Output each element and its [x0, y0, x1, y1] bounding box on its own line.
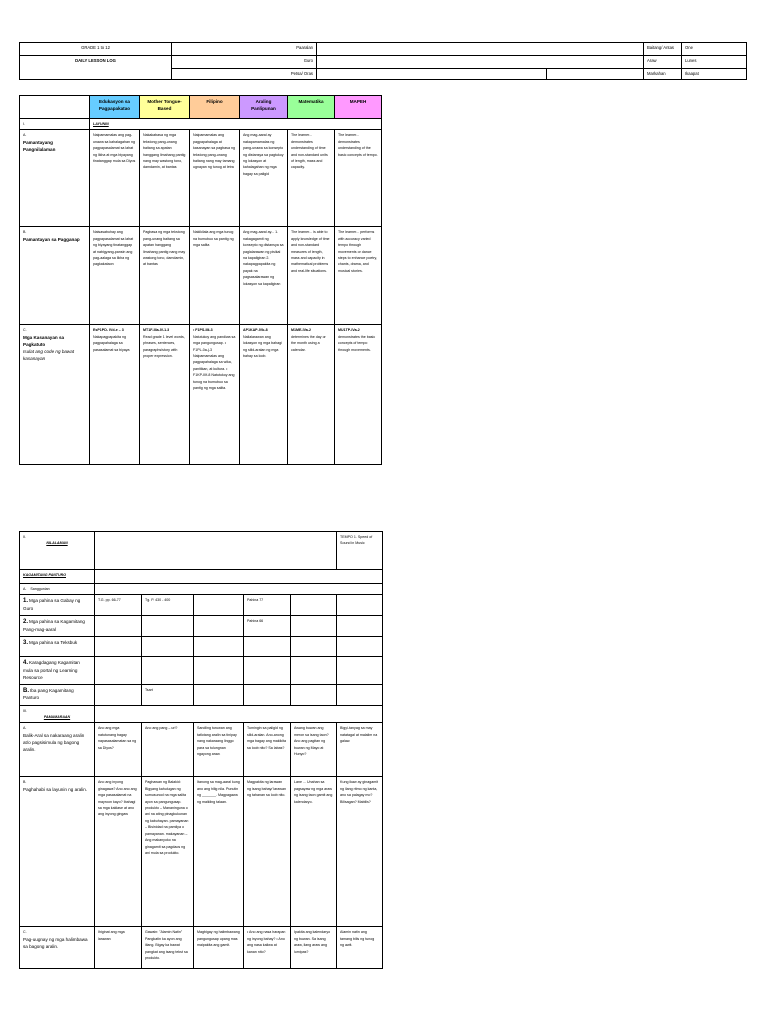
- subject-header-math: Matematika: [288, 96, 335, 119]
- markahan-value: Ikaapat: [682, 69, 747, 80]
- row-c-math-text: determines the day or the month using a calendar.: [291, 334, 326, 352]
- res-row-1-math: [291, 595, 337, 616]
- row-c-mapeh: [335, 325, 382, 465]
- layunin-header: [20, 119, 90, 130]
- iba-pang-ap: [244, 684, 291, 705]
- sanggunian-label: [20, 584, 95, 595]
- nilalaman-mapeh: TEMPO 1. Speed of Sound in Music: [337, 532, 383, 570]
- row-b-title: Pamantayan sa Pagganap: [23, 236, 80, 242]
- p-a-math: Awang buwan ang meron sa isang taon? Ano ang pagitan ng buwan ng Mayo at Hunyo?: [291, 723, 337, 777]
- p-c-mapeh: Alamin natin ang tamang bilis ng tunog ng awit.: [337, 927, 383, 969]
- row-a-fil: Naipamamalas ang pagpapahalaga at kasanayan sa pagbasa ng tekstong pang-unang baitang nang may tamang ugnayan ng tunog at letra: [190, 130, 240, 227]
- row-c-fil-text: Natutukoy ang pandiwa sa mga pangungusap. • F1PL-0a-j-3 Naipamamalas ang pagpapahalaga sa wika, panitikan, at kultura. • F1KP-IIIf-8 Natutukoy ang tunog na bumubuo sa pantig ng mga salita.: [193, 334, 236, 391]
- petsa-label: Petsa/ Oras: [172, 69, 317, 80]
- araw-value: Lunes: [682, 56, 747, 69]
- row-c-mapeh-code: MU1TP-IVa-2: [338, 328, 360, 333]
- subject-header-blank: [20, 96, 90, 119]
- p-b-math: Lane ... Unahan sa pagsayaw ng mga araw ng isang taon gamit ang kalendaryo.: [291, 777, 337, 927]
- grade-label: GRADE 1 to 12: [20, 43, 172, 56]
- row-b-label: [20, 227, 90, 325]
- row-c-math-code: M1ME-IVa-2: [291, 328, 311, 333]
- res-row-1-fil: [194, 595, 244, 616]
- row-c-mtb-text: Read grade 1 level words, phrases, sentences, paragraphs/story with proper expression.: [143, 334, 185, 359]
- row-c-mtb: [140, 325, 190, 465]
- objectives-table: [19, 95, 382, 465]
- header-table: [19, 42, 747, 80]
- row-a-label: [20, 130, 90, 227]
- p-c-esp: Ihiginat ang mga larawan: [95, 927, 142, 969]
- res-row-3-ap: [244, 637, 291, 657]
- p-a-mapeh: Bigyi-tanyag sa may natatagal at malalim na galaw.: [337, 723, 383, 777]
- p-b-label: [20, 777, 95, 927]
- row-c-ap-code: AP1KAP-IVb-8: [243, 328, 268, 333]
- p-c-ap: • Ano ang nasa harapan ng inyong bahay? • Ano ang nasa kaliwa at kanan nito?: [244, 927, 291, 969]
- res-row-4-num: 4.: [23, 660, 29, 667]
- p-a-mtb: Ano ang pang – uri?: [142, 723, 194, 777]
- res-row-4-esp: [95, 657, 142, 684]
- p-c-letter: C.: [23, 930, 27, 935]
- subject-header-ap: Araling Panlipunan: [240, 96, 288, 119]
- iba-pang-mtb: Tsart: [142, 684, 194, 705]
- markahan-label: Markahan: [644, 69, 682, 80]
- row-c-esp-text: Nakapagpapakita ng pagpapahalaga sa pasasalamat sa biyaya: [93, 334, 130, 352]
- araw-label: Araw: [644, 56, 682, 69]
- p-a-ap: Tumingin sa paligid ng silid-aralan. Ano-anong mga bagay ang makikita sa loob nito? Sa labas?: [244, 723, 291, 777]
- res-row-3-fil: [194, 637, 244, 657]
- row-a-ap: Ang mag-aaral ay nakapamamalas ng pang-unawa sa konsepto ng distansya sa pagtukoy ng lokasyon at kahalagahan ng mga bagay sa paligid: [240, 130, 288, 227]
- row-b-esp: Naisasabuhay ang pagpapasalamat sa lahat ng biyayang tinatanggap at nabigyang-pansin ang pag-aalaga sa likha ng pagkakataon: [90, 227, 140, 325]
- nilalaman-title: NILALAMAN: [46, 541, 68, 546]
- res-row-1-num: 1.: [23, 598, 29, 605]
- pamamaraan-label: [20, 705, 95, 723]
- p-c-label: [20, 927, 95, 969]
- row-b-mapeh: The learner... performs with accuracy varied tempo through movements or dance steps to enhance poetry, chants, drama, and musical stories.: [335, 227, 382, 325]
- p-a-esp: Ano ang mga natutunang bagay napasasalamatan sa ng sa Diyos?: [95, 723, 142, 777]
- row-a-math: The learner... demonstrates understanding of time and non-standard units of length, mass and capacity.: [288, 130, 335, 227]
- res-row-4-mapeh: [337, 657, 383, 684]
- p-c-mtb: Gawain: "Alamin Natin" Pangkatin ka ayon ang iilang. Bigay ka bawat pangkat ang isang tekst sa produkto.: [142, 927, 194, 969]
- iba-pang-label: [20, 684, 95, 705]
- p-a-label: [20, 723, 95, 777]
- res-row-2-label: [20, 616, 95, 637]
- iba-pang-title: Iba pang Kagamitang Panturo: [23, 687, 74, 701]
- p-c-fil: Magbigay ng halimbawang pangungusap upang mas maipakita ang gamit.: [194, 927, 244, 969]
- row-c-ap-text: Nailalarawan ang lokasyon ng mga bahagi ng silid-aralan ng mga bahay sa loob.: [243, 334, 282, 359]
- res-row-3-num: 3.: [23, 640, 29, 647]
- petsa-value-b[interactable]: [547, 69, 644, 80]
- nilalaman-content: [95, 532, 337, 570]
- res-row-4-mtb: [142, 657, 194, 684]
- subject-header-mapeh: MAPEH: [335, 96, 382, 119]
- row-c-esp: [90, 325, 140, 465]
- p-b-esp: Ano ang inyong ginagawa? Ano ano ang mga pasasalamat na mayroon kayo? Ibahagi sa mga kaklase at ano ang inyong gingaw: [95, 777, 142, 927]
- res-row-2-num: 2.: [23, 619, 29, 626]
- row-c-ap: [240, 325, 288, 465]
- p-c-math: Ipakita ang kalendaryo ng buwan. Sa isang araw, ilang araw ang lumipas?: [291, 927, 337, 969]
- res-row-2-esp: [95, 616, 142, 637]
- row-b-fil: Nakikilala ang mga tunog na bumubuo sa pantig ng mga salita: [190, 227, 240, 325]
- res-row-1-esp: T.G. pp. 66-77: [95, 595, 142, 616]
- nilalaman-label: [20, 532, 95, 570]
- sanggunian-title: Sanggunian: [30, 587, 50, 591]
- p-b-ap: Magpakita ng larawan ng isang bahay/ larawan ng tahanan sa loob nito.: [244, 777, 291, 927]
- res-row-3-esp: [95, 637, 142, 657]
- iba-pang-letter: B.: [23, 687, 29, 694]
- subject-header-esp: Edukasyon sa Pagpapakatao: [90, 96, 140, 119]
- res-row-1-title: Mga pahina sa Gabay ng Guro: [23, 598, 81, 611]
- p-b-letter: B.: [23, 780, 27, 785]
- row-c-esp-code: EsP1PD- IVd-e – 3: [93, 328, 124, 333]
- iba-pang-math: [291, 684, 337, 705]
- p-a-title: Balik-Aral sa nakaraang aralin at/o pagsisimula ng bagong aralin.: [23, 732, 85, 752]
- p-b-mtb: Paghawan ng Balakid: Bigyang kahulugan ng sumusunod na mga salita ayon sa pangungusap. produkto – Mananinguna o ani na ating pinagkukunan ng kabuhayan. pamayanan – Bisinidad na pamilya o pamayanan. makayanan – Ang makanyoko na ginagamit sa pagdaos ng ani mula sa produkto.: [142, 777, 194, 927]
- p-b-title: Paghahabi sa layunin ng aralin.: [23, 786, 88, 792]
- res-row-4-math: [291, 657, 337, 684]
- sanggunian-content: [95, 584, 383, 595]
- row-c-mapeh-text: demonstrates the basic concepts of tempo through movements.: [338, 334, 376, 352]
- row-b-letter: B.: [23, 230, 27, 235]
- kagamitan-title: KAGAMITANG PANTURO: [20, 570, 95, 584]
- pamamaraan-num: III.: [23, 708, 27, 713]
- row-b-math: The learner... is able to apply knowledge of time and non-standard measures of length, mass and capacity in mathematical problems and real-life situations.: [288, 227, 335, 325]
- row-a-title: Pamantayang Pangnilalaman: [23, 139, 56, 152]
- row-c-fil: [190, 325, 240, 465]
- res-row-3-title: Mga pahina sa Teksbuk: [29, 640, 78, 646]
- res-row-2-mapeh: [337, 616, 383, 637]
- res-row-3-mapeh: [337, 637, 383, 657]
- pamamaraan-content: [95, 705, 383, 723]
- p-b-mapeh: Kung ikaw ay ginagamit ng ilang ritmo ng kanta, ano sa palagay mo? Bilisagan? Mabilis?: [337, 777, 383, 927]
- pamamaraan-title: PAMAMARAAN: [43, 715, 71, 720]
- row-a-mtb: Nakakabasa ng mga tekstong pang-unang baitang sa apatan hanggang limahang pantig nang may wastong tono, damdamin, at bantas: [140, 130, 190, 227]
- res-row-2-fil: [194, 616, 244, 637]
- row-c-title: Mga Kasanayan sa Pagkatuto: [23, 334, 65, 347]
- res-row-1-label: [20, 595, 95, 616]
- petsa-value-a[interactable]: [317, 69, 547, 80]
- p-c-title: Pag-uugnay ng mga halimbawa sa bagong aralin.: [23, 936, 88, 949]
- row-a-mapeh: The learner... demonstrates understanding of the basic concepts of tempo.: [335, 130, 382, 227]
- baitang-value: One: [682, 43, 747, 56]
- kagamitan-content: [95, 570, 383, 584]
- res-row-2-math: [291, 616, 337, 637]
- paaralan-value[interactable]: [317, 43, 644, 56]
- res-row-1-ap: Pahina 77: [244, 595, 291, 616]
- res-row-4-title: Karagdagang Kagamitan mula sa portal ng Learning Resource: [23, 660, 80, 681]
- iba-pang-esp: [95, 684, 142, 705]
- p-a-letter: A.: [23, 726, 27, 731]
- res-row-4-fil: [194, 657, 244, 684]
- res-row-2-ap: Pahina 66: [244, 616, 291, 637]
- res-row-4-label: [20, 657, 95, 684]
- guro-label: Guro: [172, 56, 317, 69]
- row-a-letter: A.: [23, 133, 27, 138]
- row-a-esp: Naipamamalas ang pag-unawa sa kahalagahan ng pagpapasalamat sa lahat ng likha at mga biyayang tinatanggap mula sa Diyos: [90, 130, 140, 227]
- res-row-2-title: Mga pahina sa Kagamitang Pang-mag-aaral: [23, 619, 85, 632]
- procedure-table: [19, 531, 383, 969]
- row-c-label: [20, 325, 90, 465]
- row-c-letter: C.: [23, 328, 27, 333]
- subject-header-fil: Filipino: [190, 96, 240, 119]
- daily-lesson-log-label: DAILY LESSON LOG: [20, 56, 172, 80]
- subject-header-mtb: Mother Tongue-Based: [140, 96, 190, 119]
- res-row-3-mtb: [142, 637, 194, 657]
- iba-pang-fil: [194, 684, 244, 705]
- nilalaman-num: II.: [23, 535, 26, 539]
- res-row-3-math: [291, 637, 337, 657]
- layunin-roman: I.: [23, 122, 25, 126]
- layunin-title: LAYUNIN: [90, 119, 382, 130]
- baitang-label: Baitang/ Antas: [644, 43, 682, 56]
- row-b-mtb: Pagbasa ng mga tekstong pang-unang baitang sa apatan hanggang limahang pantig nang may wastong tono, damdamin, at bantas: [140, 227, 190, 325]
- res-row-3-label: [20, 637, 95, 657]
- p-b-fil: Itanong sa mag-aaral kung ano ang hilig nila. Punutin ng _______. Magpagawa ng maikling talaan.: [194, 777, 244, 927]
- row-c-subtitle: Isulat ang code ng bawat kasanayan: [23, 348, 75, 361]
- res-row-2-mtb: [142, 616, 194, 637]
- row-c-mtb-code: MT1F-IIIa-IV-1.3: [143, 328, 170, 333]
- iba-pang-mapeh: [337, 684, 383, 705]
- row-c-math: [288, 325, 335, 465]
- res-row-4-ap: [244, 657, 291, 684]
- paaralan-label: Paaralan: [172, 43, 317, 56]
- sanggunian-letter: A.: [23, 587, 27, 591]
- row-c-fil-code: • F1PS-IIIi-3: [193, 328, 213, 333]
- p-a-fil: Sandling turuwan ang tatlotang aralin sa tinipay nang nakaraang linggo para sa tulungnan ngayong araw.: [194, 723, 244, 777]
- res-row-1-mapeh: [337, 595, 383, 616]
- res-row-1-mtb: Tg. P. 430 - 400: [142, 595, 194, 616]
- guro-value[interactable]: [317, 56, 644, 69]
- row-b-ap: Ang mag-aaral ay... 1. nakagagamit ng konsepto ng distansya sa paglalarawan ng pisikal na kapaligiran 2. nakapagpapakita ng payak na pagsasalarawan ng lokasyon sa kapaligiran: [240, 227, 288, 325]
